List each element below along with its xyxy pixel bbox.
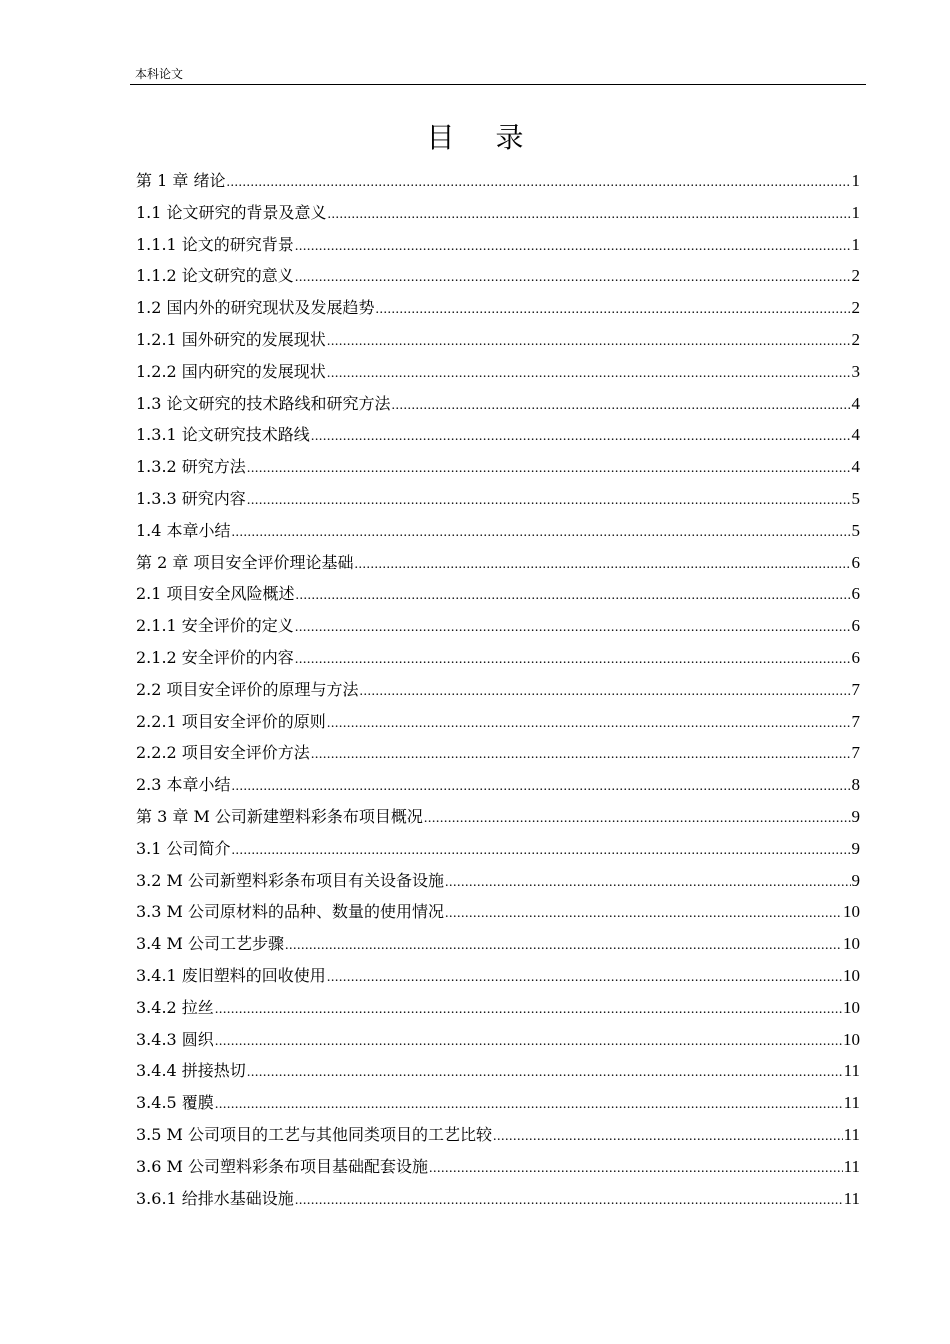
toc-entry-title: 2.1 项目安全风险概述 — [136, 584, 295, 604]
toc-entry-title: 3.4.2 拉丝 — [136, 997, 214, 1017]
toc-entry[interactable] — [136, 419, 860, 451]
toc-page-number: 7 — [851, 743, 860, 763]
toc-entry-title: 1.2 国内外的研究现状及发展趋势 — [136, 298, 375, 318]
toc-leader-dots — [360, 676, 851, 706]
page-title: 目 录 — [426, 121, 540, 154]
toc-entry[interactable] — [136, 769, 860, 801]
toc-entry[interactable] — [136, 674, 860, 706]
toc-leader-dots — [247, 485, 851, 515]
toc-page-number: 11 — [843, 1188, 860, 1208]
toc-leader-dots — [311, 739, 851, 769]
toc-leader-dots — [424, 803, 851, 833]
toc-leader-dots — [311, 421, 851, 451]
toc-entry[interactable] — [136, 992, 860, 1024]
toc-entry-title: 2.2.1 项目安全评价的原则 — [136, 711, 326, 731]
toc-leader-dots — [328, 199, 851, 229]
toc-entry-title: 1.3 论文研究的技术路线和研究方法 — [136, 393, 391, 413]
toc-entry-title: 第 1 章 绪论 — [136, 171, 226, 190]
toc-entry[interactable] — [136, 833, 860, 865]
toc-leader-dots — [327, 708, 851, 738]
toc-page-number: 7 — [851, 711, 860, 731]
toc-page-number: 11 — [843, 1156, 860, 1176]
toc-page-number: 10 — [843, 965, 860, 985]
toc-entry-title: 1.4 本章小结 — [136, 520, 231, 540]
toc-entry[interactable] — [136, 960, 860, 992]
toc-leader-dots — [226, 167, 850, 197]
toc-leader-dots — [354, 549, 850, 579]
toc-entry[interactable] — [136, 515, 860, 547]
toc-leader-dots — [445, 898, 842, 928]
toc-leader-dots — [327, 962, 842, 992]
toc-entry[interactable] — [136, 578, 860, 610]
toc-entry[interactable] — [136, 260, 860, 292]
toc-entry[interactable] — [136, 483, 860, 515]
toc-page-number: 2 — [851, 329, 860, 349]
toc-page-number: 10 — [843, 1029, 860, 1049]
toc-entry-title: 1.2.2 国内研究的发展现状 — [136, 361, 326, 381]
toc-page-number: 8 — [851, 775, 860, 795]
toc-page-number: 6 — [851, 616, 860, 636]
toc-leader-dots — [232, 771, 851, 801]
toc-entry[interactable] — [136, 865, 860, 897]
toc-page-number: 4 — [851, 393, 860, 413]
toc-leader-dots — [232, 517, 851, 547]
toc-entry[interactable] — [136, 706, 860, 738]
toc-entry-title: 3.6 M 公司塑料彩条布项目基础配套设施 — [136, 1156, 429, 1176]
toc-entry[interactable] — [136, 451, 860, 483]
toc-entry[interactable] — [136, 1183, 860, 1215]
toc-page-number: 9 — [851, 806, 860, 826]
toc-leader-dots — [327, 326, 851, 356]
toc-entry[interactable] — [136, 610, 860, 642]
toc-entry-title: 3.4.3 圆织 — [136, 1029, 214, 1049]
toc-entry-title: 3.2 M 公司新塑料彩条布项目有关设备设施 — [136, 870, 445, 890]
table-of-contents — [136, 165, 860, 1214]
toc-entry[interactable] — [136, 547, 860, 579]
toc-page-number: 4 — [851, 457, 860, 477]
running-header: 本科论文 — [135, 67, 184, 81]
toc-page-number: 2 — [851, 298, 860, 318]
toc-leader-dots — [232, 835, 851, 865]
toc-leader-dots — [215, 1089, 843, 1119]
toc-page-number: 6 — [851, 552, 860, 572]
toc-entry-title: 3.4 M 公司工艺步骤 — [136, 934, 285, 954]
header-divider — [130, 84, 866, 85]
toc-leader-dots — [247, 453, 851, 483]
toc-page-number: 11 — [843, 1124, 860, 1144]
toc-entry-title: 1.1.2 论文研究的意义 — [136, 266, 294, 286]
toc-leader-dots — [295, 262, 851, 292]
toc-entry-title: 1.2.1 国外研究的发展现状 — [136, 329, 326, 349]
toc-entry[interactable] — [136, 1151, 860, 1183]
toc-entry-title: 3.4.4 拼接热切 — [136, 1061, 246, 1081]
toc-page-number: 1 — [851, 202, 860, 222]
toc-leader-dots — [295, 1185, 843, 1215]
toc-entry-title: 1.3.3 研究内容 — [136, 488, 246, 508]
toc-leader-dots — [327, 358, 851, 388]
toc-leader-dots — [295, 612, 851, 642]
toc-leader-dots — [215, 1026, 842, 1056]
toc-entry-title: 3.6.1 给排水基础设施 — [136, 1188, 294, 1208]
toc-entry-title: 3.1 公司简介 — [136, 838, 231, 858]
toc-entry-title: 3.5 M 公司项目的工艺与其他同类项目的工艺比较 — [136, 1124, 493, 1144]
toc-page-number: 3 — [851, 361, 860, 381]
toc-page-number: 5 — [851, 488, 860, 508]
toc-leader-dots — [429, 1153, 843, 1183]
toc-leader-dots — [247, 1057, 843, 1087]
toc-entry-title: 2.2.2 项目安全评价方法 — [136, 743, 310, 763]
toc-entry-title: 第 2 章 项目安全评价理论基础 — [136, 552, 354, 572]
toc-entry-title: 1.3.2 研究方法 — [136, 457, 246, 477]
toc-page-number: 11 — [843, 1093, 860, 1113]
toc-entry[interactable] — [136, 737, 860, 769]
toc-entry-title: 2.3 本章小结 — [136, 775, 231, 795]
toc-leader-dots — [445, 867, 850, 897]
toc-entry[interactable] — [136, 1024, 860, 1056]
toc-entry-title: 2.1.2 安全评价的内容 — [136, 647, 294, 667]
toc-page-number: 5 — [851, 520, 860, 540]
toc-page-number: 9 — [851, 870, 860, 890]
toc-page-number: 6 — [851, 647, 860, 667]
toc-entry[interactable] — [136, 801, 860, 833]
toc-page-number: 7 — [851, 679, 860, 699]
toc-entry-title: 第 3 章 M 公司新建塑料彩条布项目概况 — [136, 806, 423, 826]
toc-page-number: 10 — [843, 902, 860, 922]
toc-entry[interactable] — [136, 1119, 860, 1151]
toc-entry[interactable] — [136, 928, 860, 960]
toc-entry[interactable] — [136, 1087, 860, 1119]
toc-entry-title: 3.3 M 公司原材料的品种、数量的使用情况 — [136, 902, 445, 922]
toc-page-number: 11 — [843, 1061, 860, 1081]
toc-page-number: 4 — [851, 425, 860, 445]
toc-leader-dots — [215, 994, 842, 1024]
toc-page-number: 1 — [851, 234, 860, 254]
toc-entry-title: 3.4.1 废旧塑料的回收使用 — [136, 965, 326, 985]
toc-entry[interactable] — [136, 292, 860, 324]
toc-entry[interactable] — [136, 388, 860, 420]
toc-page-number: 10 — [843, 997, 860, 1017]
toc-page-number: 1 — [851, 171, 860, 190]
toc-entry-title: 1.1.1 论文的研究背景 — [136, 234, 294, 254]
toc-entry-title: 1.3.1 论文研究技术路线 — [136, 425, 310, 445]
toc-leader-dots — [295, 644, 851, 674]
toc-page-number: 10 — [843, 934, 860, 954]
toc-page-number: 9 — [851, 838, 860, 858]
toc-entry[interactable] — [136, 356, 860, 388]
toc-entry-title: 3.4.5 覆膜 — [136, 1093, 214, 1113]
toc-entry-title: 2.1.1 安全评价的定义 — [136, 616, 294, 636]
toc-page-number: 2 — [851, 266, 860, 286]
toc-leader-dots — [295, 231, 851, 261]
toc-leader-dots — [392, 390, 851, 420]
toc-entry-title: 1.1 论文研究的背景及意义 — [136, 202, 327, 222]
toc-entry[interactable] — [136, 324, 860, 356]
toc-page-number: 6 — [851, 584, 860, 604]
toc-leader-dots — [285, 930, 842, 960]
toc-entry[interactable] — [136, 1055, 860, 1087]
toc-leader-dots — [296, 580, 851, 610]
toc-leader-dots — [376, 294, 851, 324]
toc-entry[interactable] — [136, 165, 860, 197]
toc-entry[interactable] — [136, 896, 860, 928]
toc-entry[interactable] — [136, 642, 860, 674]
toc-entry[interactable] — [136, 229, 860, 261]
toc-leader-dots — [493, 1121, 843, 1151]
toc-entry[interactable] — [136, 197, 860, 229]
toc-entry-title: 2.2 项目安全评价的原理与方法 — [136, 679, 359, 699]
